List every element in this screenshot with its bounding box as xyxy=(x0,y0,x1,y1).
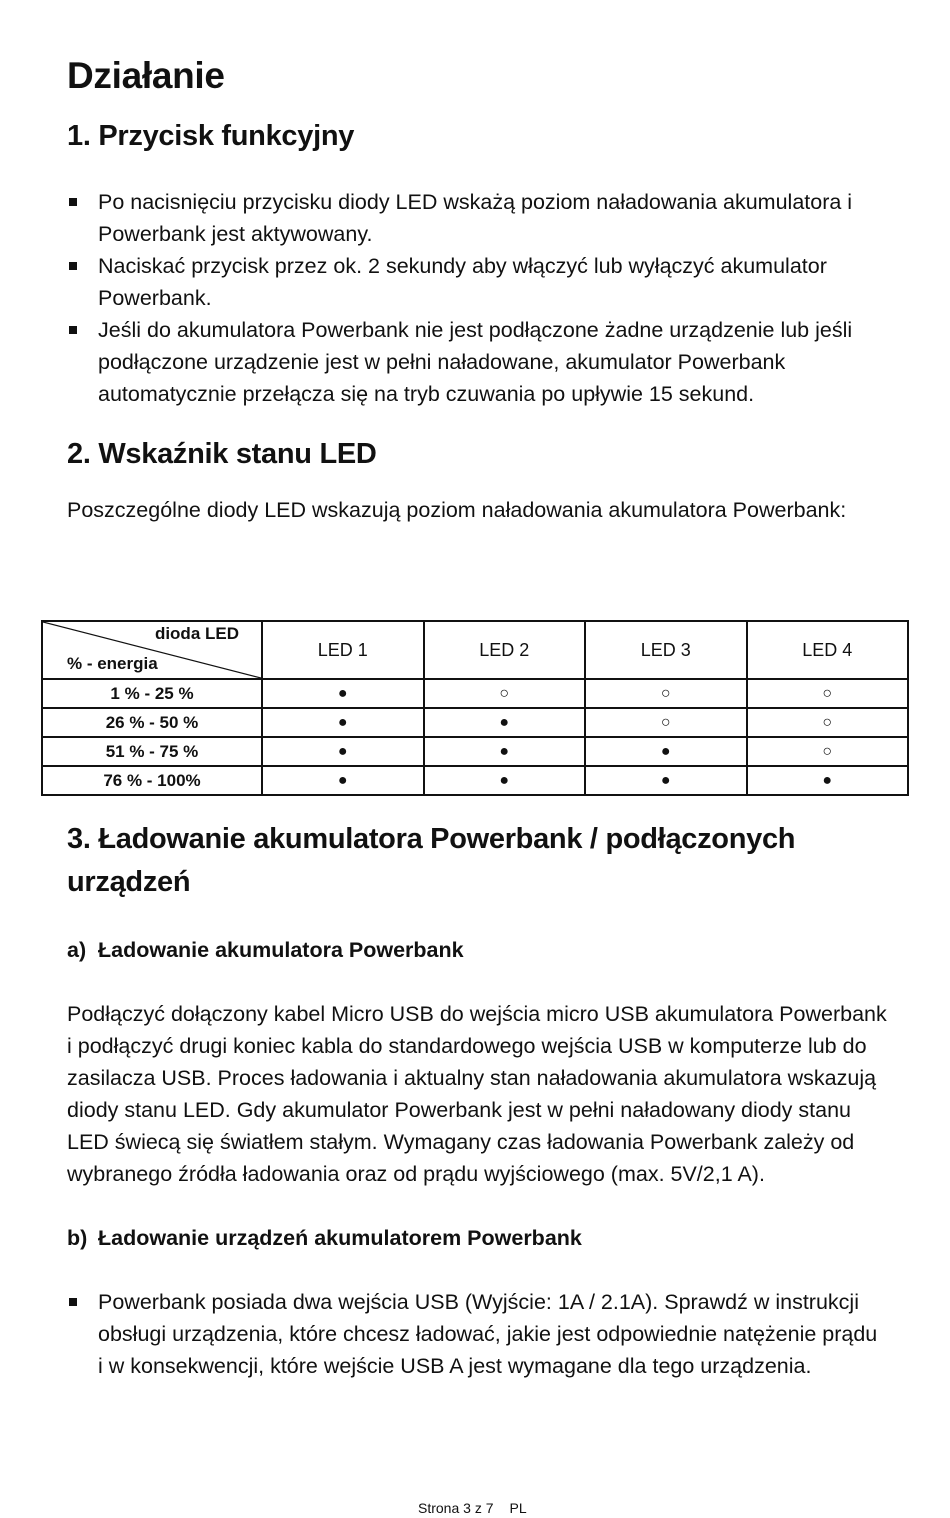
led-state-cell: ● xyxy=(424,737,586,766)
led-state-cell: ● xyxy=(262,737,424,766)
document-page xyxy=(67,52,887,1378)
column-header: LED 4 xyxy=(747,621,909,679)
bullet-list-b xyxy=(67,1286,887,1382)
list-item-text: Po nacisnięciu przycisku diody LED wskażą poziom naładowania akumulatora i Powerbank jest aktywowany. xyxy=(98,190,853,246)
subsection-b-heading xyxy=(67,1222,887,1254)
led-state-cell: ● xyxy=(424,766,586,795)
list-item-text: Naciskać przycisk przez ok. 2 sekundy aby włączyć lub wyłączyć akumulator Powerbank. xyxy=(98,254,827,310)
led-state-cell: ● xyxy=(424,708,586,737)
led-state-cell: ● xyxy=(585,766,747,795)
column-header: LED 3 xyxy=(585,621,747,679)
section-function-button xyxy=(67,116,887,410)
list-item xyxy=(67,250,887,314)
led-state-cell: ● xyxy=(262,679,424,708)
subsection-letter: a) xyxy=(67,938,87,962)
row-range: 76 % - 100% xyxy=(42,766,262,795)
square-bullet-icon xyxy=(69,198,77,206)
section-heading-2: 2. Wskaźnik stanu LED xyxy=(67,438,377,470)
row-range: 1 % - 25 % xyxy=(42,679,262,708)
subsection-title: Ładowanie akumulatora Powerbank xyxy=(98,938,464,962)
led-state-cell: ○ xyxy=(747,679,909,708)
led-state-cell: ○ xyxy=(424,679,586,708)
page-number: Strona 3 z 7 xyxy=(418,1500,494,1516)
table-row xyxy=(42,679,908,708)
led-intro-text: Poszczególne diody LED wskazują poziom naładowania akumulatora Powerbank: xyxy=(67,498,847,522)
led-state-cell: ● xyxy=(262,708,424,737)
led-state-cell: ○ xyxy=(747,708,909,737)
bullet-list-1 xyxy=(67,186,887,410)
led-status-table xyxy=(41,620,909,796)
corner-label-led: dioda LED xyxy=(154,624,239,643)
corner-label-energy: % - energia xyxy=(67,654,158,673)
list-item xyxy=(67,1286,887,1382)
row-range: 51 % - 75 % xyxy=(42,737,262,766)
list-item xyxy=(67,314,887,410)
column-header: LED 1 xyxy=(262,621,424,679)
section-charging xyxy=(67,818,887,1382)
table-header-row xyxy=(42,621,908,679)
led-state-cell: ○ xyxy=(585,708,747,737)
column-header: LED 2 xyxy=(424,621,586,679)
table-row xyxy=(42,708,908,737)
led-state-cell: ● xyxy=(262,766,424,795)
led-state-cell: ○ xyxy=(585,679,747,708)
led-state-cell: ● xyxy=(585,737,747,766)
subsection-a-text: Podłączyć dołączony kabel Micro USB do wejścia micro USB akumulatora Powerbank i podłączyć drugi koniec kabla do standardowego wejścia USB w komputerze lub do zasilacza USB. Proces ładowania i aktualny stan naładowania akumulatora wskazują diody stanu LED. Gdy akumulator Powerbank jest w pełni naładowany diody stanu LED świecą się światłem stałym. Wymagany czas ładowania Powerbank zależy od wybranego źródła ładowania oraz od prądu wyjściowego (max. 5V/2,1 A). xyxy=(67,1002,887,1186)
list-item-text: Powerbank posiada dwa wejścia USB (Wyjście: 1A / 2.1A). Sprawdź w instrukcji obsługi urządzenia, które chcesz ładować, jakie jest odpowiednie natężenie prądu i w konsekwencji, które wejście USB A jest wymagane dla tego urządzenia. xyxy=(98,1290,878,1378)
section-heading-1: 1. Przycisk funkcyjny xyxy=(67,120,355,152)
row-range: 26 % - 50 % xyxy=(42,708,262,737)
led-state-cell: ○ xyxy=(747,737,909,766)
language-code: PL xyxy=(509,1500,527,1516)
list-item-text: Jeśli do akumulatora Powerbank nie jest podłączone żadne urządzenie lub jeśli podłączone urządzenie jest w pełni naładowane, akumulator Powerbank automatycznie przełącza się na tryb czuwania po upływie 15 sekund. xyxy=(98,318,853,406)
subsection-title: Ładowanie urządzeń akumulatorem Powerbank xyxy=(98,1226,582,1250)
square-bullet-icon xyxy=(69,1298,77,1306)
list-item xyxy=(67,186,887,250)
page-title: Działanie xyxy=(67,55,225,96)
table-corner-cell xyxy=(42,621,262,679)
table-row xyxy=(42,737,908,766)
table-row xyxy=(42,766,908,795)
subsection-letter: b) xyxy=(67,1226,88,1250)
led-state-cell: ● xyxy=(747,766,909,795)
subsection-a-heading xyxy=(67,934,887,966)
section-led-indicator xyxy=(67,434,887,526)
section-heading-3: 3. Ładowanie akumulatora Powerbank / podłączonych urządzeń xyxy=(67,823,796,898)
square-bullet-icon xyxy=(69,326,77,334)
page-footer xyxy=(418,1500,527,1516)
square-bullet-icon xyxy=(69,262,77,270)
